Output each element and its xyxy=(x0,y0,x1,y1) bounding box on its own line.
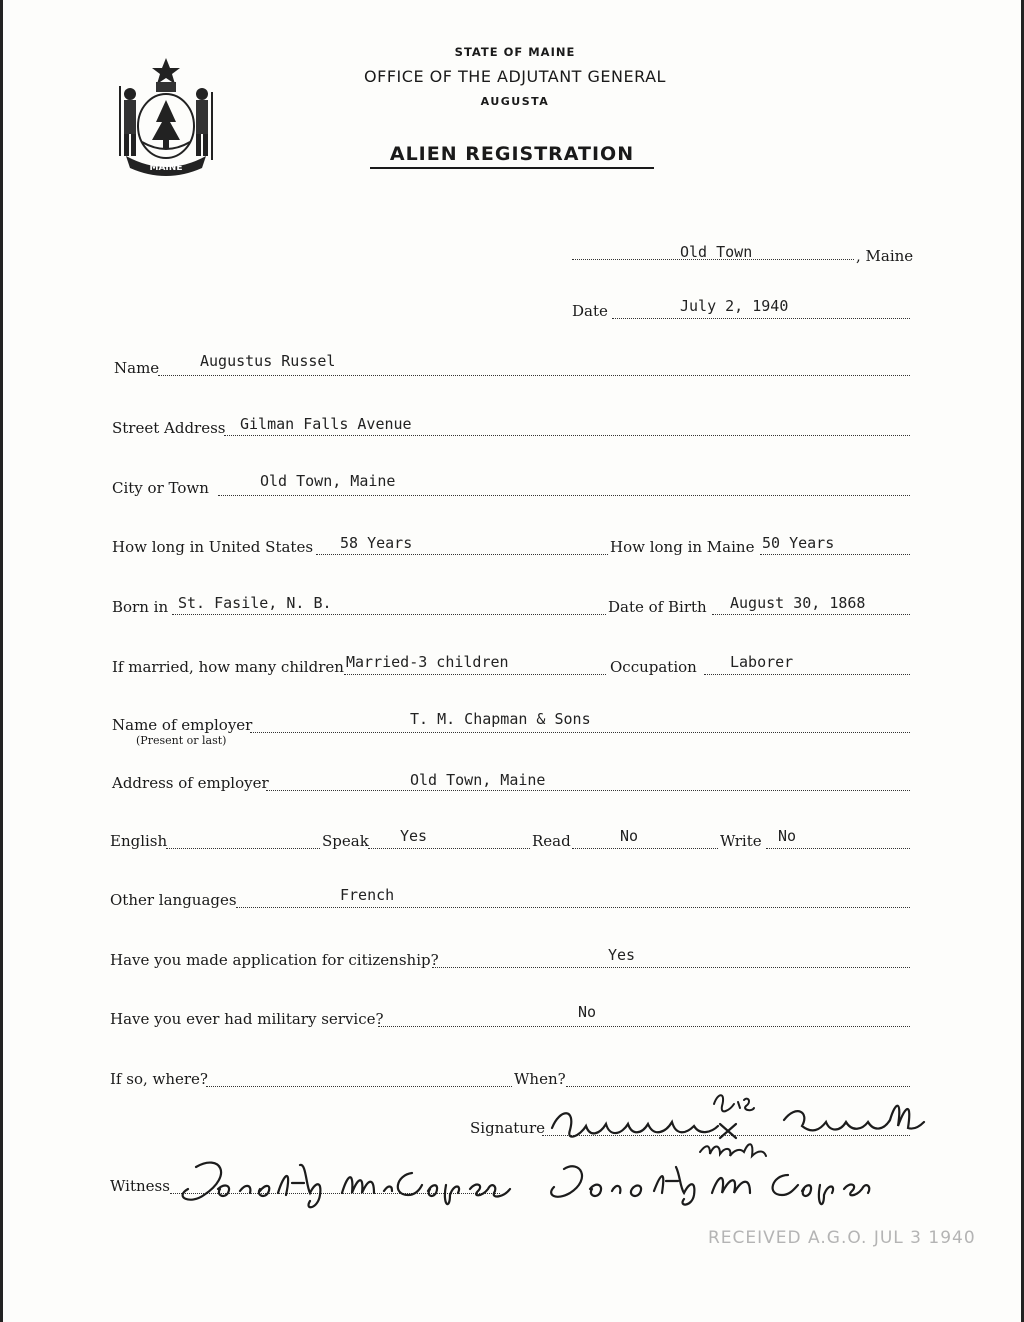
occupation-value[interactable]: Laborer xyxy=(730,653,794,671)
signature-label: Signature xyxy=(470,1119,546,1137)
date-line xyxy=(612,318,910,319)
place-suffix: , Maine xyxy=(856,247,914,265)
read-line xyxy=(572,848,718,849)
speak-line xyxy=(368,848,530,849)
write-value[interactable]: No xyxy=(778,827,797,845)
seal-label: MAINE xyxy=(149,163,183,173)
us-years-value[interactable]: 58 Years xyxy=(340,534,413,552)
city-heading: AUGUSTA xyxy=(480,95,550,108)
born-value[interactable]: St. Fasile, N. B. xyxy=(178,594,332,612)
dob-label: Date of Birth xyxy=(608,598,707,616)
city-value[interactable]: Old Town, Maine xyxy=(260,472,396,490)
received-stamp: RECEIVED A.G.O. JUL 3 1940 xyxy=(708,1228,976,1248)
maine-years-value[interactable]: 50 Years xyxy=(762,534,835,552)
speak-value[interactable]: Yes xyxy=(400,827,428,845)
witness-label: Witness xyxy=(110,1177,170,1195)
employer-address-label: Address of employer xyxy=(112,774,269,792)
employer-value[interactable]: T. M. Chapman & Sons xyxy=(410,710,591,728)
employer-address-value[interactable]: Old Town, Maine xyxy=(410,771,546,789)
office-heading: OFFICE OF THE ADJUTANT GENERAL xyxy=(364,67,666,86)
us-years-label: How long in United States xyxy=(112,538,314,556)
speak-label: Speak xyxy=(322,832,369,850)
other-languages-label: Other languages xyxy=(110,891,237,909)
military-label: Have you ever had military service? xyxy=(110,1010,384,1028)
english-line xyxy=(166,848,320,849)
city-line xyxy=(218,495,910,496)
other-languages-value[interactable]: French xyxy=(340,886,395,904)
maine-years-label: How long in Maine xyxy=(610,538,755,556)
employer-sublabel: (Present or last) xyxy=(136,734,227,747)
occupation-label: Occupation xyxy=(610,658,697,676)
street-value[interactable]: Gilman Falls Avenue xyxy=(240,415,412,433)
citizenship-line xyxy=(432,967,910,968)
read-value[interactable]: No xyxy=(620,827,639,845)
street-line xyxy=(224,435,910,436)
place-value[interactable]: Old Town xyxy=(680,243,753,261)
maine-years-line xyxy=(760,554,910,555)
witness-handwriting xyxy=(160,1145,880,1215)
scan-left-edge xyxy=(0,0,3,1322)
military-value[interactable]: No xyxy=(578,1003,597,1021)
children-value[interactable]: Married-3 children xyxy=(346,653,509,671)
occupation-line xyxy=(704,674,910,675)
children-label: If married, how many children xyxy=(112,658,344,676)
form-title: ALIEN REGISTRATION xyxy=(370,143,654,169)
employer-address-line xyxy=(266,790,910,791)
city-label: City or Town xyxy=(112,479,209,497)
citizenship-label: Have you made application for citizenship? xyxy=(110,951,439,969)
where-label: If so, where? xyxy=(110,1070,208,1088)
name-line xyxy=(158,375,910,376)
born-label: Born in xyxy=(112,598,169,616)
employer-line xyxy=(250,732,910,733)
us-years-line xyxy=(316,554,608,555)
where-line xyxy=(206,1086,512,1087)
dob-value[interactable]: August 30, 1868 xyxy=(730,594,866,612)
other-languages-line xyxy=(236,907,910,908)
date-label: Date xyxy=(572,302,608,320)
write-line xyxy=(766,848,910,849)
when-line xyxy=(566,1086,910,1087)
when-label: When? xyxy=(514,1070,566,1088)
read-label: Read xyxy=(532,832,571,850)
maine-seal-icon xyxy=(112,56,220,176)
employer-label: Name of employer xyxy=(112,716,253,734)
children-line xyxy=(344,674,606,675)
name-value[interactable]: Augustus Russel xyxy=(200,352,336,370)
citizenship-value[interactable]: Yes xyxy=(608,946,636,964)
dob-line xyxy=(712,614,910,615)
street-label: Street Address xyxy=(112,419,226,437)
date-value[interactable]: July 2, 1940 xyxy=(680,297,789,315)
state-heading: STATE OF MAINE xyxy=(454,45,576,59)
write-label: Write xyxy=(720,832,762,850)
name-label: Name xyxy=(114,359,160,377)
born-line xyxy=(172,614,606,615)
military-line xyxy=(378,1026,910,1027)
english-label: English xyxy=(110,832,168,850)
